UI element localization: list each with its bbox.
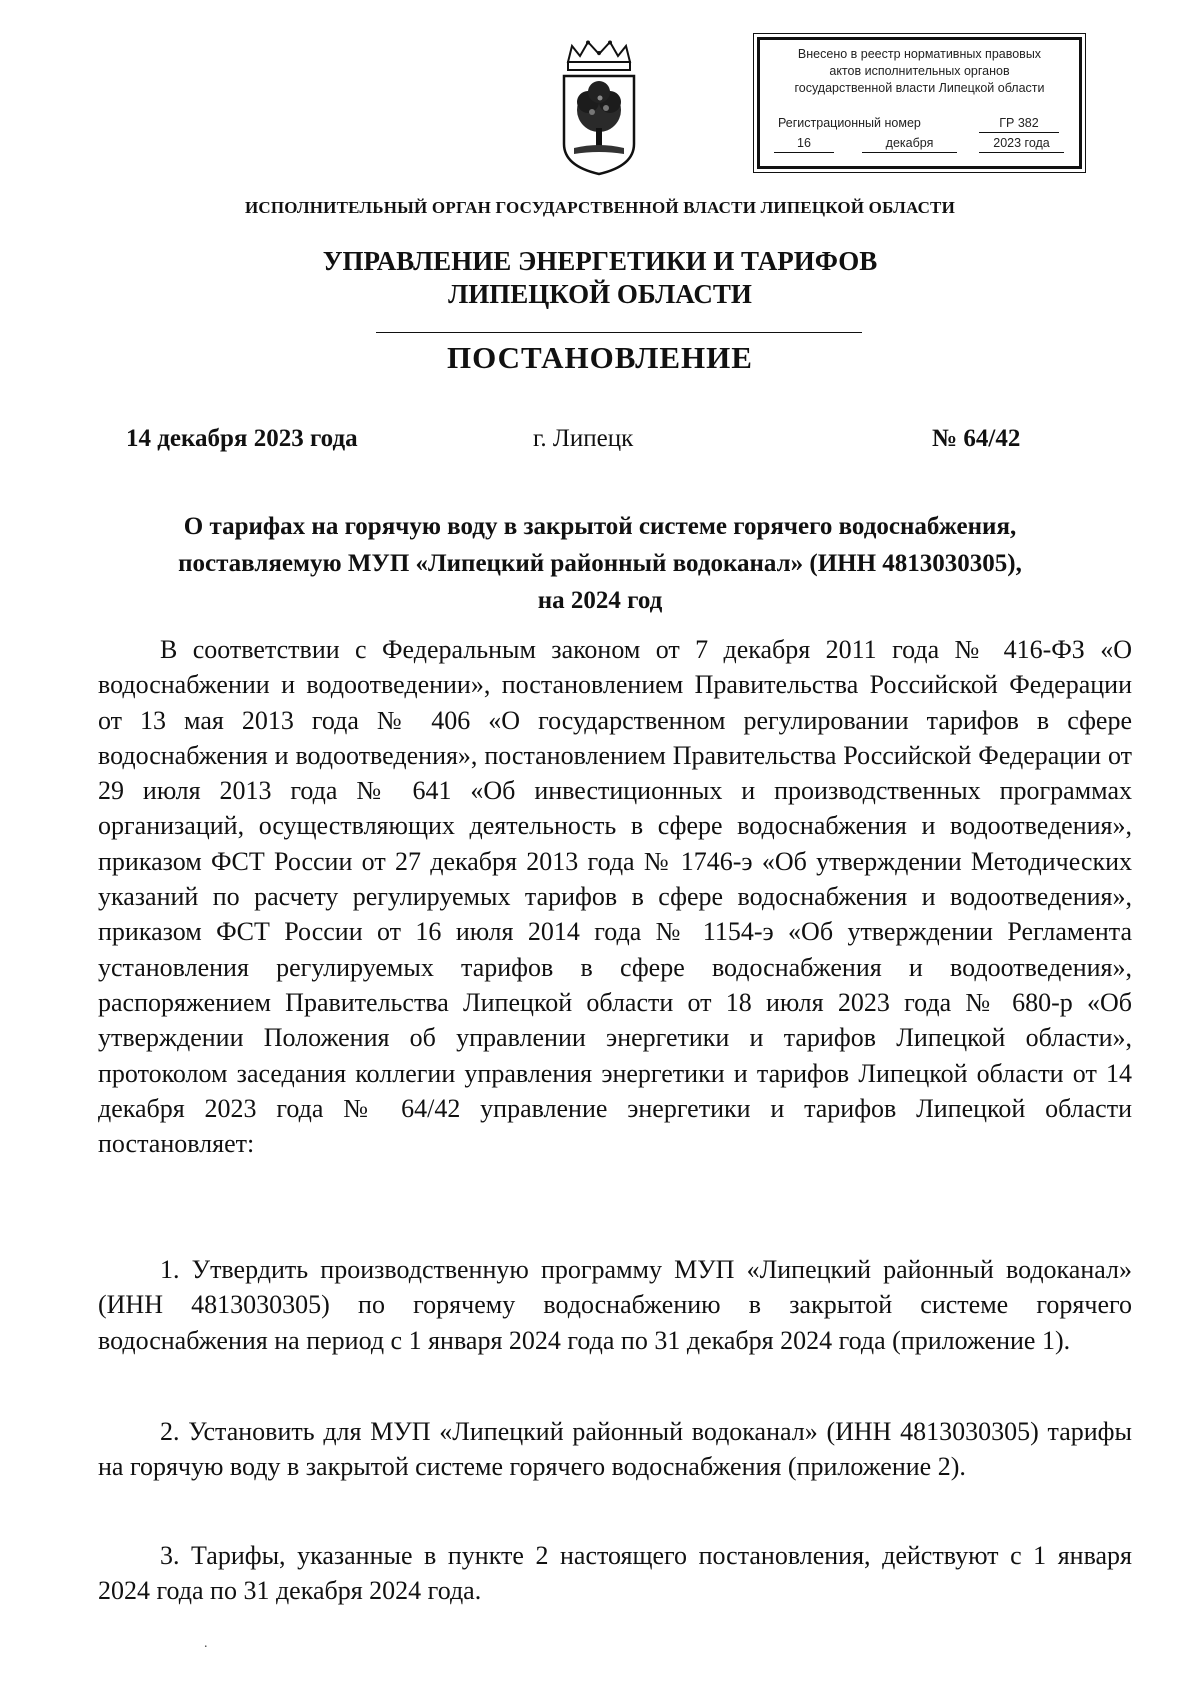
scan-mark: . xyxy=(204,1636,208,1651)
department-line-2: ЛИПЕЦКОЙ ОБЛАСТИ xyxy=(448,279,752,309)
item-2-paragraph: 2. Установить для МУП «Липецкий районный водоканал» (ИНН 4813030305) тарифы на горячую воду в закрытой системе горячего водоснабжения (приложение 2). xyxy=(98,1417,1132,1482)
doc-date: 14 декабря 2023 года xyxy=(126,425,358,452)
doc-type-heading: ПОСТАНОВЛЕНИЕ xyxy=(447,340,753,375)
registry-stamp xyxy=(757,37,1082,169)
authority-line: ИСПОЛНИТЕЛЬНЫЙ ОРГАН ГОСУДАРСТВЕННОЙ ВЛАСТИ ЛИПЕЦКОЙ ОБЛАСТИ xyxy=(244,198,956,217)
item-3-paragraph: 3. Тарифы, указанные в пункте 2 настоящего постановления, действуют с 1 января 2024 года по 31 декабря 2024 года. xyxy=(98,1541,1132,1606)
stamp-day: 16 xyxy=(774,135,834,153)
doc-city: г. Липецк xyxy=(533,425,634,452)
stamp-reg-row xyxy=(774,115,1067,132)
item-1-paragraph: 1. Утвердить производственную программу МУП «Липецкий районный водоканал» (ИНН 4813030305) по горячему водоснабжению в закрытой системе горячего водоснабжения на период с 1 января 2024 года по 31 декабря 2024 года (приложение 1). xyxy=(98,1255,1132,1355)
preamble-paragraph: В соответствии с Федеральным законом от 7 декабря 2011 года № 416-ФЗ «О водоснабжении и водоотведении», постановлением Правительства Российской Федерации от 13 мая 2013 года № 406 «О государственном регулировании тарифов в сфере водоснабжения и водоотведения», постановлением Правительства Российской Федерации от 29 июля 2013 года № 641 «Об инвестиционных и производственных программах организаций, осуществляющих деятельность в сфере водоснабжения и водоотведения», приказом ФСТ России от 27 декабря 2013 года № 1746-э «Об утверждении Методических указаний по расчету регулируемых тарифов в сфере водоснабжения и водоотведения», приказом ФСТ России от 16 июля 2014 года № 1154-э «Об утверждении Регламента установления регулируемых тарифов в сфере водоснабжения и водоотведения», распоряжением Правительства Липецкой области от 18 июля 2023 года № 680-р «Об утверждении Положения об управлении энергетики и тарифов Липецкой области», протоколом заседания коллегии управления энергетики и тарифов Липецкой области от 14 декабря 2023 года № 64/42 управление энергетики и тарифов Липецкой области постановляет: xyxy=(98,635,1132,1159)
doc-number: № 64/42 xyxy=(932,425,1021,452)
tree-crest-icon xyxy=(558,40,640,176)
doc-title xyxy=(120,508,1080,619)
stamp-line-3: государственной власти Липецкой области xyxy=(794,81,1045,95)
stamp-year: 2023 года xyxy=(979,135,1064,153)
header-divider xyxy=(376,332,862,333)
doc-title-line-3: на 2024 год xyxy=(537,587,663,614)
doc-title-line-1: О тарифах на горячую воду в закрытой системе горячего водоснабжения, xyxy=(183,513,1017,540)
coat-of-arms-emblem xyxy=(558,40,640,176)
doc-title-line-2: поставляемую МУП «Липецкий районный водоканал» (ИНН 4813030305), xyxy=(178,550,1022,577)
stamp-month: декабря xyxy=(862,135,957,153)
stamp-line-1: Внесено в реестр нормативных правовых xyxy=(797,47,1042,61)
stamp-date-row xyxy=(774,135,1067,152)
department-line-1: УПРАВЛЕНИЕ ЭНЕРГЕТИКИ И ТАРИФОВ xyxy=(322,246,878,276)
stamp-reg-label: Регистрационный номер xyxy=(778,116,921,130)
stamp-line-2: актов исполнительных органов xyxy=(829,64,1010,78)
stamp-reg-number: ГР 382 xyxy=(979,115,1059,133)
